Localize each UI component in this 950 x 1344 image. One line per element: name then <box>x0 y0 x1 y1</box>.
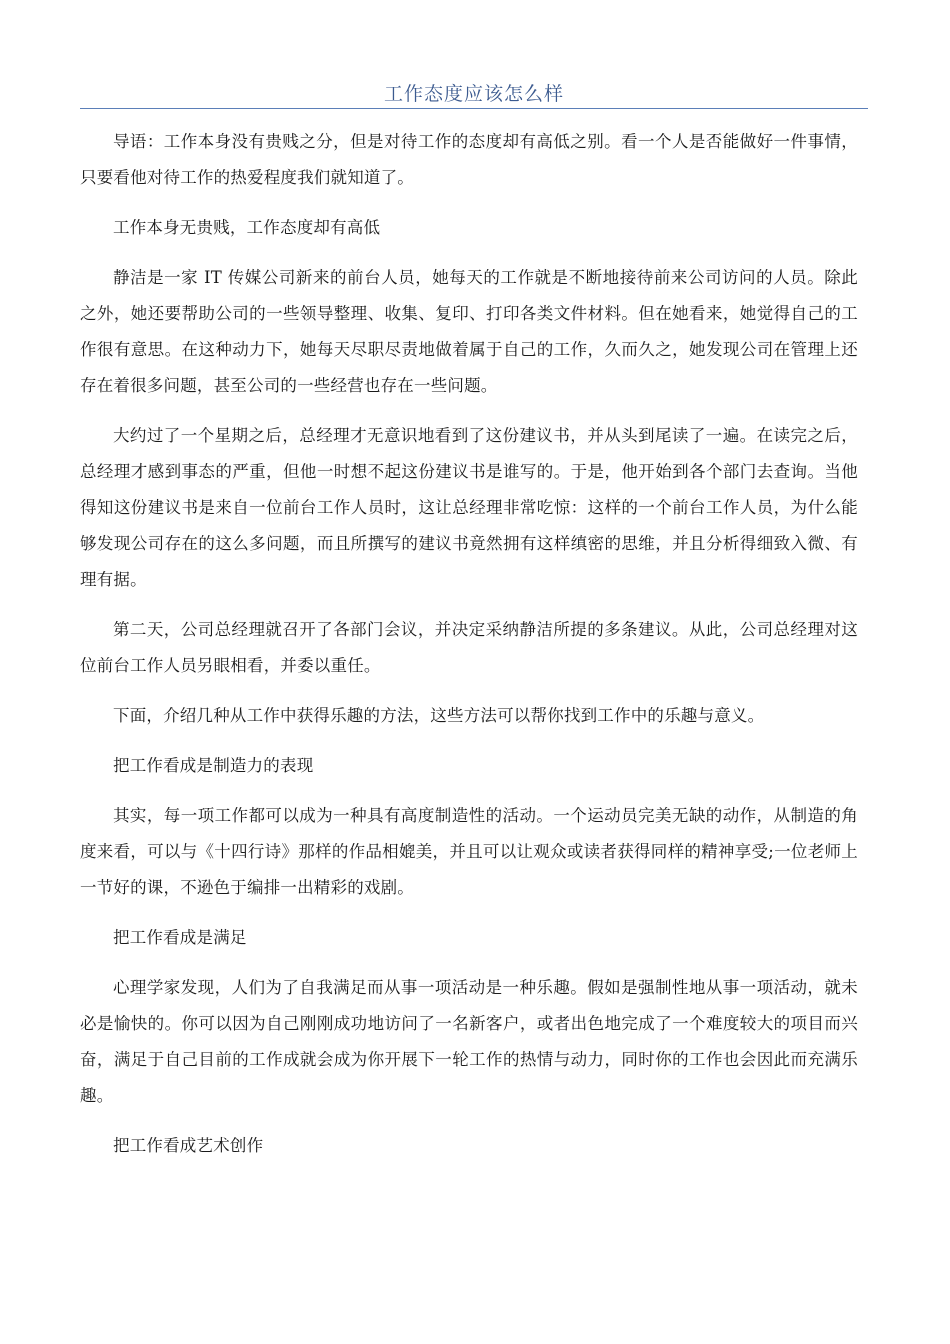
paragraph-next-day: 第二天，公司总经理就召开了各部门会议，并决定采纳静洁所提的多条建议。从此，公司总经理对这位前台工作人员另眼相看，并委以重任。 <box>80 620 858 675</box>
paragraph-satisfaction: 心理学家发现，人们为了自我满足而从事一项活动是一种乐趣。假如是强制性地从事一项活动，就未必是愉快的。你可以因为自己刚刚成功地访问了一名新客户，或者出色地完成了一个难度较大的项目而兴奋，满足于自己目前的工作成就会成为你开展下一轮工作的热情与动力，同时你的工作也会因此而充满乐趣。 <box>80 978 858 1105</box>
section-heading-creativity: 把工作看成是制造力的表现 <box>113 756 314 775</box>
paragraph-creativity: 其实，每一项工作都可以成为一种具有高度制造性的活动。一个运动员完美无缺的动作，从制造的角度来看，可以与《十四行诗》那样的作品相媲美，并且可以让观众或读者获得同样的精神享受;一位老师上一节好的课，不逊色于编排一出精彩的戏剧。 <box>80 806 858 897</box>
document-body <box>80 124 858 1178</box>
paragraph-manager-reads: 大约过了一个星期之后，总经理才无意识地看到了这份建议书，并从头到尾读了一遍。在读完之后，总经理才感到事态的严重，但他一时想不起这份建议书是谁写的。于是，他开始到各个部门去查询。当他得知这份建议书是来自一位前台工作人员时，这让总经理非常吃惊：这样的一个前台工作人员，为什么能够发现公司存在的这么多问题，而且所撰写的建议书竟然拥有这样缜密的思维，并且分析得细致入微、有理有据。 <box>80 426 858 589</box>
title-underline <box>80 108 868 109</box>
section-heading-attitude: 工作本身无贵贱，工作态度却有高低 <box>113 218 381 237</box>
section-heading-art: 把工作看成艺术创作 <box>113 1136 264 1155</box>
section-heading-satisfaction: 把工作看成是满足 <box>113 928 247 947</box>
paragraph-intro: 导语：工作本身没有贵贱之分，但是对待工作的态度却有高低之别。看一个人是否能做好一件事情，只要看他对待工作的热爱程度我们就知道了。 <box>80 132 858 187</box>
document-title: 工作态度应该怎么样 <box>383 83 564 105</box>
paragraph-methods-intro: 下面，介绍几种从工作中获得乐趣的方法，这些方法可以帮你找到工作中的乐趣与意义。 <box>113 706 765 725</box>
paragraph-jingjie-story: 静洁是一家 IT 传媒公司新来的前台人员，她每天的工作就是不断地接待前来公司访问的人员。除此之外，她还要帮助公司的一些领导整理、收集、复印、打印各类文件材料。但在她看来，她觉得自己的工作很有意思。在这种动力下，她每天尽职尽责地做着属于自己的工作，久而久之，她发现公司在管理上还存在着很多问题，甚至公司的一些经营也存在一些问题。 <box>80 268 858 395</box>
